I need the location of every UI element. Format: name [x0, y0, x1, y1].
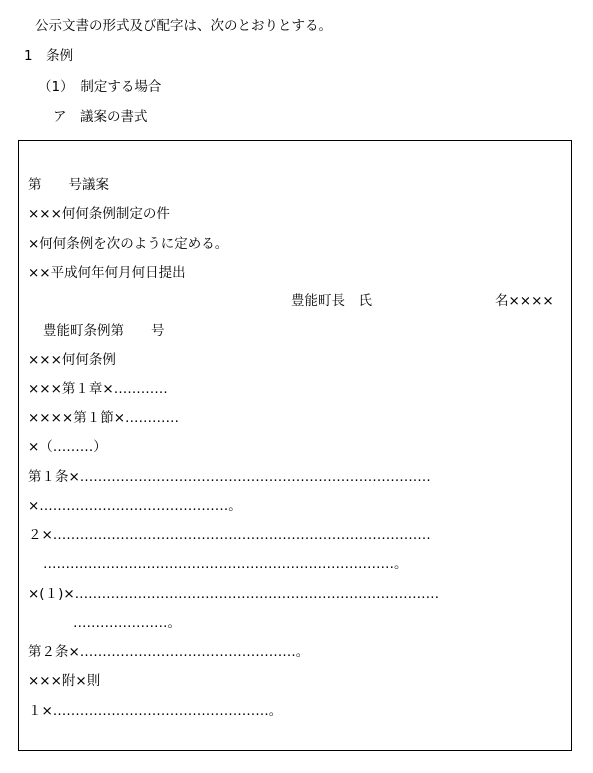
intro-text: 公示文書の形式及び配字は、次のとおりとする。: [35, 18, 332, 34]
section-line: ××××第１節×…………: [28, 410, 180, 426]
bill-instruction: ×何何条例を次のように定める。: [28, 236, 229, 252]
article-1-line-2: ×……………………………………。: [28, 498, 242, 514]
proposer-name: 名××××: [495, 293, 554, 309]
supplementary-provisions: ×××附×則: [28, 673, 101, 689]
supplementary-item-1: １×…………………………………………。: [28, 703, 283, 719]
proposer-office: 豊能町長 氏: [291, 293, 372, 309]
ordinance-title: ×××何何条例: [28, 352, 116, 368]
bill-title: ×××何何条例制定の件: [28, 206, 170, 222]
bill-number: 第 号議案: [28, 177, 109, 193]
article-1-item-1-line-1: ×(１)×………………………………………………………………………: [28, 586, 440, 602]
article-2: 第２条×…………………………………………。: [28, 644, 310, 660]
article-1-para-2-line-2: ……………………………………………………………………。: [43, 556, 408, 572]
chapter-heading: ×××第１章×…………: [28, 381, 168, 397]
article-1-item-1-line-2: …………………。: [73, 615, 181, 631]
article-1-para-2-line-1: ２×…………………………………………………………………………: [28, 527, 431, 543]
item-heading: ア 議案の書式: [53, 109, 148, 125]
section-heading: 1 条例: [24, 48, 74, 64]
article-caption: ×（………）: [28, 439, 107, 455]
subsection-heading: （1） 制定する場合: [38, 79, 162, 95]
article-1-line-1: 第１条×……………………………………………………………………: [28, 469, 431, 485]
bill-format-box: [18, 140, 572, 751]
ordinance-number: 豊能町条例第 号: [43, 323, 165, 339]
submission-date: ××平成何年何月何日提出: [28, 265, 186, 281]
